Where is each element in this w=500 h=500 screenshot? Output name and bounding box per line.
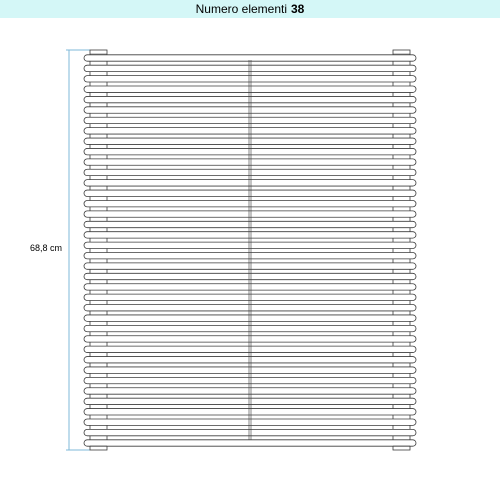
radiator-element bbox=[84, 388, 416, 394]
radiator-element bbox=[84, 409, 416, 415]
radiator-element bbox=[84, 107, 416, 113]
radiator-element bbox=[84, 159, 416, 165]
radiator-element bbox=[84, 128, 416, 134]
radiator-element bbox=[84, 367, 416, 373]
radiator-element bbox=[84, 377, 416, 383]
element-count-label: Numero elementi bbox=[195, 2, 287, 16]
radiator-element bbox=[84, 200, 416, 206]
radiator-element bbox=[84, 232, 416, 238]
radiator-element bbox=[84, 138, 416, 144]
radiator-element bbox=[84, 325, 416, 331]
radiator-element bbox=[84, 65, 416, 71]
radiator-element bbox=[84, 242, 416, 248]
element-count-value: 38 bbox=[291, 2, 305, 16]
radiator-element bbox=[84, 253, 416, 259]
radiator-element bbox=[84, 440, 416, 446]
radiator-element bbox=[84, 346, 416, 352]
radiator-element bbox=[84, 273, 416, 279]
radiator-element bbox=[84, 305, 416, 311]
radiator-element bbox=[84, 86, 416, 92]
radiator-element bbox=[84, 148, 416, 154]
radiator-element bbox=[84, 419, 416, 425]
radiator-element bbox=[84, 315, 416, 321]
radiator-element bbox=[84, 117, 416, 123]
height-dimension-label: 68,8 cm bbox=[30, 243, 63, 253]
radiator-element bbox=[84, 221, 416, 227]
radiator-element bbox=[84, 357, 416, 363]
radiator-element bbox=[84, 96, 416, 102]
radiator-element bbox=[84, 169, 416, 175]
radiator-element bbox=[84, 263, 416, 269]
radiator-element bbox=[84, 429, 416, 435]
radiator-element bbox=[84, 284, 416, 290]
radiator-element bbox=[84, 76, 416, 82]
radiator-element bbox=[84, 294, 416, 300]
radiator-element bbox=[84, 55, 416, 61]
radiator-element bbox=[84, 211, 416, 217]
radiator-element bbox=[84, 398, 416, 404]
radiator-element bbox=[84, 190, 416, 196]
radiator-element bbox=[84, 336, 416, 342]
radiator-body bbox=[84, 50, 416, 450]
radiator-element bbox=[84, 180, 416, 186]
